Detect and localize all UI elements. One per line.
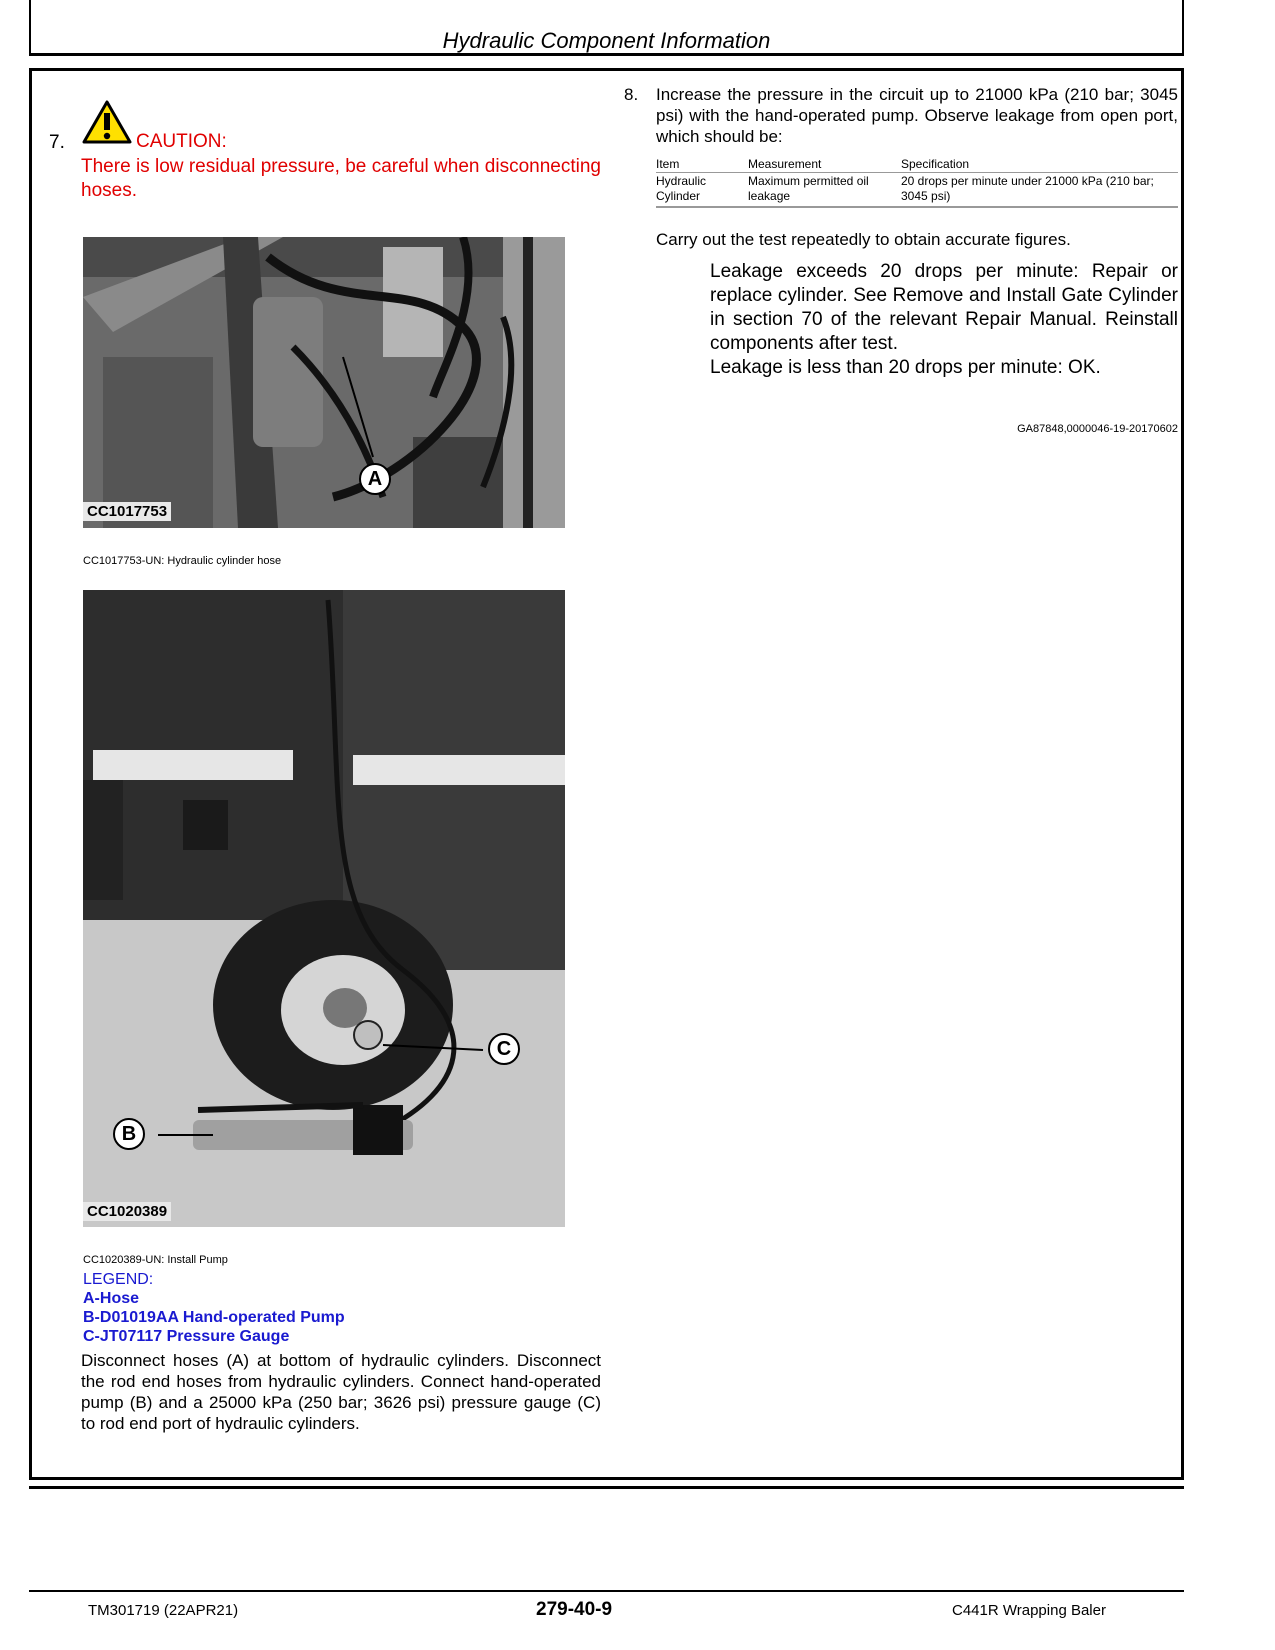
- table-row: [656, 173, 1178, 208]
- footer-rule: [29, 1590, 1184, 1592]
- legend-item-b: B-D01019AA Hand-operated Pump: [83, 1309, 345, 1326]
- warning-triangle-icon: [82, 100, 132, 144]
- spec-table: [656, 157, 1178, 208]
- legend: [83, 1270, 345, 1346]
- spec-table-header-row: [656, 157, 1178, 173]
- photo-id-1: CC1017753: [83, 502, 171, 521]
- spec-header-specification: Specification: [901, 157, 1178, 173]
- photo-id-2: CC1020389: [83, 1202, 171, 1221]
- legend-title: LEGEND:: [83, 1271, 154, 1288]
- step-7-instructions: Disconnect hoses (A) at bottom of hydraulic cylinders. Disconnect the rod end hoses from hydraulic cylinders. Connect hand-operated pump (B) and a 25000 kPa (250 bar; 3626 psi) pressure gauge (C) to rod end port of hydraulic cylinders.: [81, 1351, 601, 1433]
- legend-item-a: A-Hose: [83, 1290, 140, 1307]
- repeat-test-note: Carry out the test repeatedly to obtain accurate figures.: [656, 230, 1071, 249]
- step-7-number: 7.: [49, 132, 65, 153]
- footer-product: C441R Wrapping Baler: [952, 1602, 1106, 1619]
- footer-doc-id: TM301719 (22APR21): [88, 1602, 239, 1619]
- figure-1-caption: CC1017753-UN: Hydraulic cylinder hose: [83, 555, 282, 567]
- legend-item-c: C-JT07117 Pressure Gauge: [83, 1328, 290, 1345]
- caution-label: CAUTION:: [136, 131, 227, 152]
- bottom-rule: [29, 1486, 1184, 1489]
- spec-header-measurement: Measurement: [748, 157, 901, 173]
- spec-cell-measurement: Maximum permitted oil leakage: [748, 173, 901, 208]
- result-exceeds: Leakage exceeds 20 drops per minute: Repair or replace cylinder. See Remove and Install Gate Cylinder in section 70 of the relevant Repair Manual. Reinstall components after test.: [710, 261, 1178, 354]
- install-pump-photo: [83, 590, 565, 1227]
- caution-text: There is low residual pressure, be careful when disconnecting hoses.: [81, 156, 601, 201]
- page-number: 279-40-9: [536, 1599, 613, 1620]
- page-title: Hydraulic Component Information: [442, 28, 771, 53]
- callout-a: A: [359, 463, 391, 495]
- figure-2-caption: CC1020389-UN: Install Pump: [83, 1254, 228, 1266]
- callout-b: B: [113, 1118, 145, 1150]
- callout-c: C: [488, 1033, 520, 1065]
- reference-code: GA87848,0000046-19-20170602: [1017, 423, 1178, 435]
- spec-cell-specification: 20 drops per minute under 21000 kPa (210 bar; 3045 psi): [901, 173, 1178, 208]
- spec-cell-item: Hydraulic Cylinder: [656, 173, 748, 208]
- spec-header-item: Item: [656, 157, 748, 173]
- step-8-text: Increase the pressure in the circuit up to 21000 kPa (210 bar; 3045 psi) with the hand-operated pump. Observe leakage from open port, which should be:: [656, 85, 1178, 146]
- hydraulic-cylinder-hose-photo: [83, 237, 565, 528]
- result-ok: Leakage is less than 20 drops per minute: OK.: [710, 357, 1101, 378]
- step-8-number: 8.: [624, 85, 639, 104]
